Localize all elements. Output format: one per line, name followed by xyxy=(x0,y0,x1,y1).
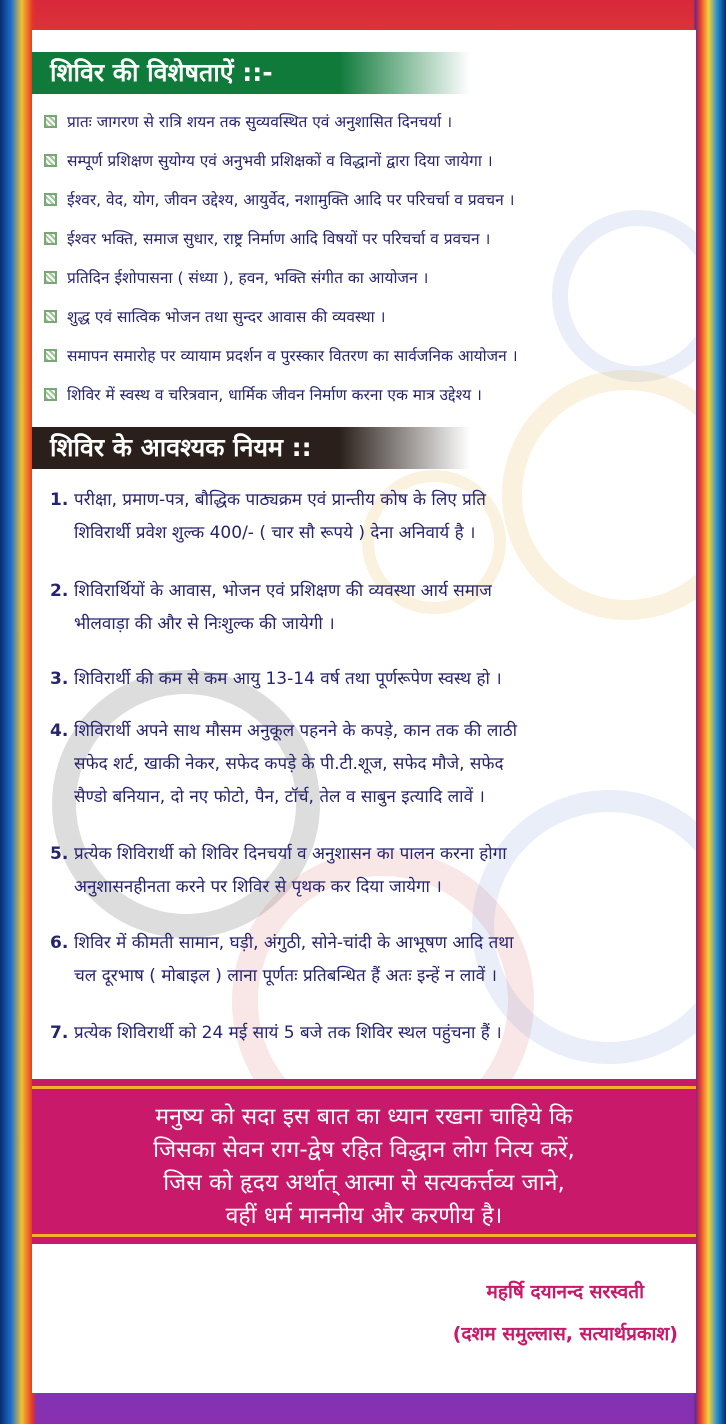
bullet-icon xyxy=(44,349,57,362)
rule-line: शिविरार्थियों के आवास, भोजन एवं प्रशिक्षण की व्यवस्था आर्य समाज xyxy=(74,581,492,601)
rule-line: चल दूरभाष ( मोबाइल ) लाना पूर्णतः प्रतिबन्धित हैं अतः इन्हें न लावें । xyxy=(74,966,497,986)
rule-item xyxy=(50,575,686,641)
author-name: महर्षि दयानन्द सरस्वती xyxy=(486,1281,644,1303)
feature-item: प्रतिदिन ईशोपासना ( संध्या ), हवन, भक्ति संगीत का आयोजन । xyxy=(44,258,688,296)
source-citation: (दशम समुल्लास, सत्यार्थप्रकाश) xyxy=(452,1323,678,1345)
bullet-icon xyxy=(44,232,57,245)
rule-item xyxy=(50,838,686,904)
rule-number: 7. xyxy=(50,1023,69,1043)
rule-line: प्रत्येक शिविरार्थी को 24 मई सायं 5 बजे तक शिविर स्थल पहुंचना हैं । xyxy=(74,1023,502,1043)
features-heading: शिविर की विशेषताऐं ::- xyxy=(32,52,470,94)
rule-line: प्रत्येक शिविरार्थी को शिविर दिनचर्या व अनुशासन का पालन करना होगा xyxy=(74,844,507,864)
feature-item: ईश्वर भक्ति, समाज सुधार, राष्ट्र निर्माण आदि विषयों पर परिचर्चा व प्रवचन । xyxy=(44,219,688,257)
bullet-icon xyxy=(44,271,57,284)
bullet-icon xyxy=(44,388,57,401)
rule-number: 6. xyxy=(50,933,69,953)
rule-item xyxy=(50,1017,686,1050)
quote-box xyxy=(32,1079,696,1244)
quote-line: जिसका सेवन राग-द्वेष रहित विद्धान लोग नित्य करें, xyxy=(153,1137,575,1163)
rule-line: सैण्डो बनियान, दो नए फोटो, पैन, टॉर्च, तेल व साबुन इत्यादि लावें । xyxy=(74,787,485,807)
rule-number: 1. xyxy=(50,490,69,510)
feature-item: ईश्वर, वेद, योग, जीवन उद्देश्य, आयुर्वेद, नशामुक्ति आदि पर परिचर्चा व प्रवचन । xyxy=(44,180,688,218)
quote-text xyxy=(32,1101,696,1233)
feature-item: समापन समारोह पर व्यायाम प्रदर्शन व पुरस्कार वितरण का सार्वजनिक आयोजन । xyxy=(44,336,688,374)
rule-number: 2. xyxy=(50,581,69,601)
content-panel xyxy=(32,30,696,1393)
rule-item xyxy=(50,715,686,814)
rule-item xyxy=(50,663,686,696)
rule-number: 5. xyxy=(50,844,69,864)
divider xyxy=(32,1234,696,1237)
feature-item: शिविर में स्वस्थ व चरित्रवान, धार्मिक जीवन निर्माण करना एक मात्र उद्देश्य । xyxy=(44,375,688,413)
quote-line: मनुष्य को सदा इस बात का ध्यान रखना चाहिये कि xyxy=(155,1104,573,1130)
rule-line: शिविर में कीमती सामान, घड़ी, अंगुठी, सोने-चांदी के आभूषण आदि तथा xyxy=(74,933,514,953)
rule-number: 4. xyxy=(50,721,69,741)
bullet-icon xyxy=(44,154,57,167)
divider xyxy=(32,1086,696,1089)
rule-line: शिविरार्थी प्रवेश शुल्क 400/- ( चार सौ रूपये ) देना अनिवार्य है । xyxy=(74,523,476,543)
bullet-icon xyxy=(44,310,57,323)
rule-line: भीलवाड़ा की और से निःशुल्क की जायेगी । xyxy=(74,614,335,634)
feature-item: सम्पूर्ण प्रशिक्षण सुयोग्य एवं अनुभवी प्रशिक्षकों व विद्धानों द्वारा दिया जायेगा । xyxy=(44,141,688,179)
rule-item xyxy=(50,927,686,993)
rule-line: शिविरार्थी की कम से कम आयु 13-14 वर्ष तथा पूर्णरूपेण स्वस्थ हो । xyxy=(74,669,502,689)
bullet-icon xyxy=(44,193,57,206)
rule-item xyxy=(50,484,686,550)
quote-line: वहीं धर्म माननीय और करणीय है। xyxy=(225,1203,503,1229)
feature-item: प्रातः जागरण से रात्रि शयन तक सुव्यवस्थित एवं अनुशासित दिनचर्या । xyxy=(44,102,688,140)
rule-line: परीक्षा, प्रमाण-पत्र, बौद्धिक पाठ्यक्रम एवं प्रान्तीय कोष के लिए प्रति xyxy=(74,490,486,510)
rule-number: 3. xyxy=(50,669,69,689)
quote-line: जिस को हृदय अर्थात् आत्मा से सत्यकर्त्तव्य जाने, xyxy=(163,1170,565,1196)
bullet-icon xyxy=(44,115,57,128)
rules-heading: शिविर के आवश्यक नियम :: xyxy=(32,427,470,469)
rule-line: अनुशासनहीनता करने पर शिविर से पृथक कर दिया जायेगा । xyxy=(74,877,442,897)
feature-item: शुद्ध एवं सात्विक भोजन तथा सुन्दर आवास की व्यवस्था । xyxy=(44,297,688,335)
rule-line: शिविरार्थी अपने साथ मौसम अनुकूल पहनने के कपड़े, कान तक की लाठी xyxy=(74,721,518,741)
rule-line: सफेद शर्ट, खाकी नेकर, सफेद कपड़े के पी.टी.शूज, सफेद मौजे, सफेद xyxy=(74,754,504,774)
